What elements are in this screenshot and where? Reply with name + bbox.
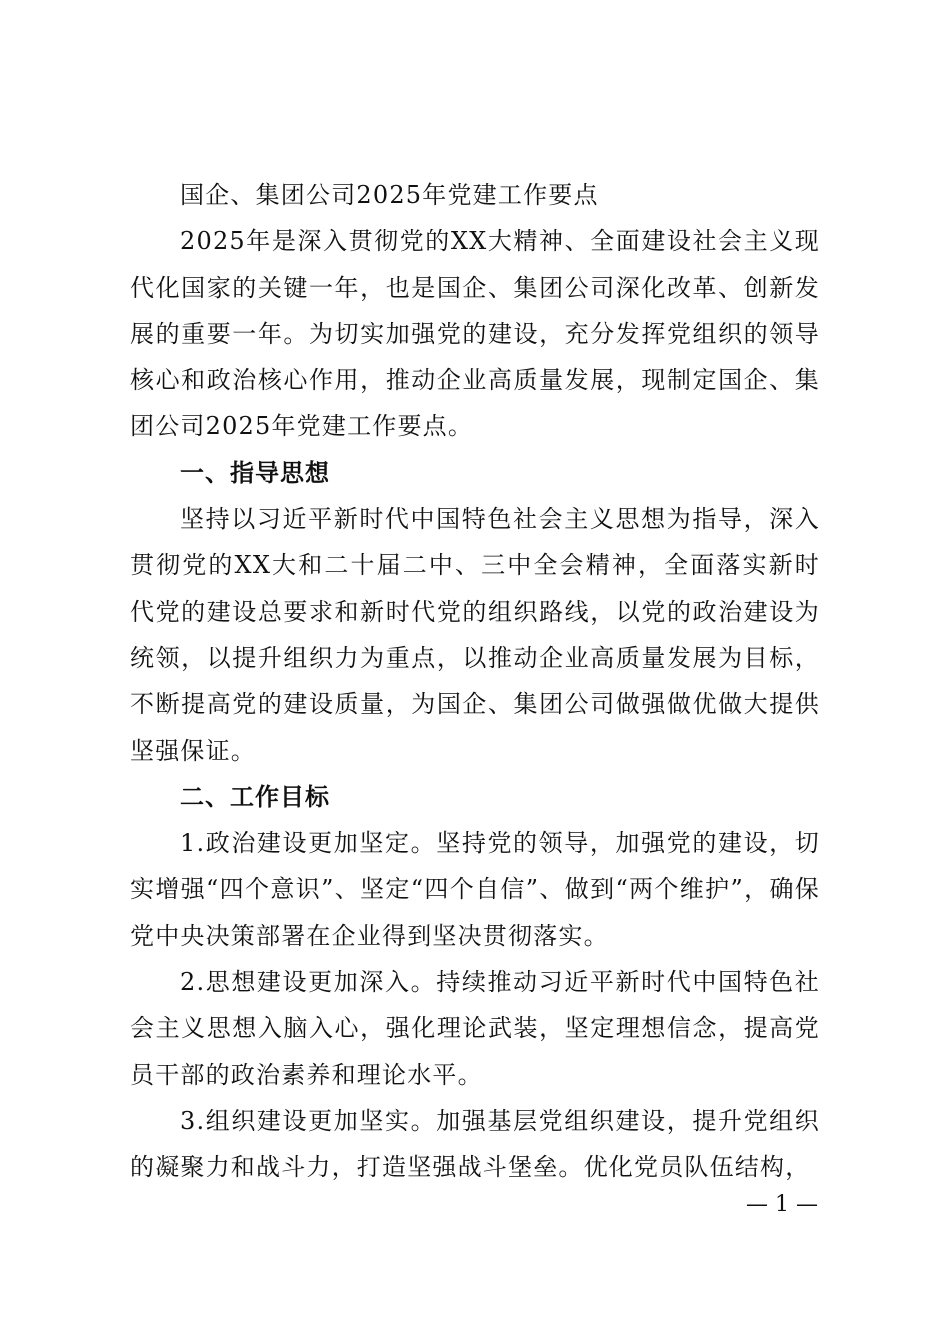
section-heading-work-goals: 二、工作目标 (180, 782, 330, 811)
work-goal-item-3: 3.组织建设更加坚实。加强基层党组织建设，提升党组织的凝聚力和战斗力，打造坚强战斗堡垒。优化党员队伍结构， (130, 1106, 820, 1182)
intro-paragraph: 2025年是深入贯彻党的XX大精神、全面建设社会主义现代化国家的关键一年，也是国企、集团公司深化改革、创新发展的重要一年。为切实加强党的建设，充分发挥党组织的领导核心和政治核心作用，推动企业高质量发展，现制定国企、集团公司2025年党建工作要点。 (130, 227, 820, 441)
document-title: 国企、集团公司2025年党建工作要点 (180, 181, 599, 209)
section-heading-guiding-ideology: 一、指导思想 (180, 458, 330, 487)
work-goal-item-2: 2.思想建设更加深入。持续推动习近平新时代中国特色社会主义思想入脑入心，强化理论武装，坚定理想信念，提高党员干部的政治素养和理论水平。 (130, 968, 820, 1089)
work-goal-item-1: 1.政治建设更加坚定。坚持党的领导，加强党的建设，切实增强“四个意识”、坚定“四个自信”、做到“两个维护”，确保党中央决策部署在企业得到坚决贯彻落实。 (130, 829, 820, 950)
guiding-ideology-paragraph: 坚持以习近平新时代中国特色社会主义思想为指导，深入贯彻党的XX大和二十届二中、三中全会精神，全面落实新时代党的建设总要求和新时代党的组织路线，以党的政治建设为统领，以提升组织力为重点，以推动企业高质量发展为目标，不断提高党的建设质量，为国企、集团公司做强做优做大提供坚强保证。 (130, 505, 820, 765)
page-number: — 1 — (746, 1192, 818, 1217)
document-body (130, 172, 820, 1191)
